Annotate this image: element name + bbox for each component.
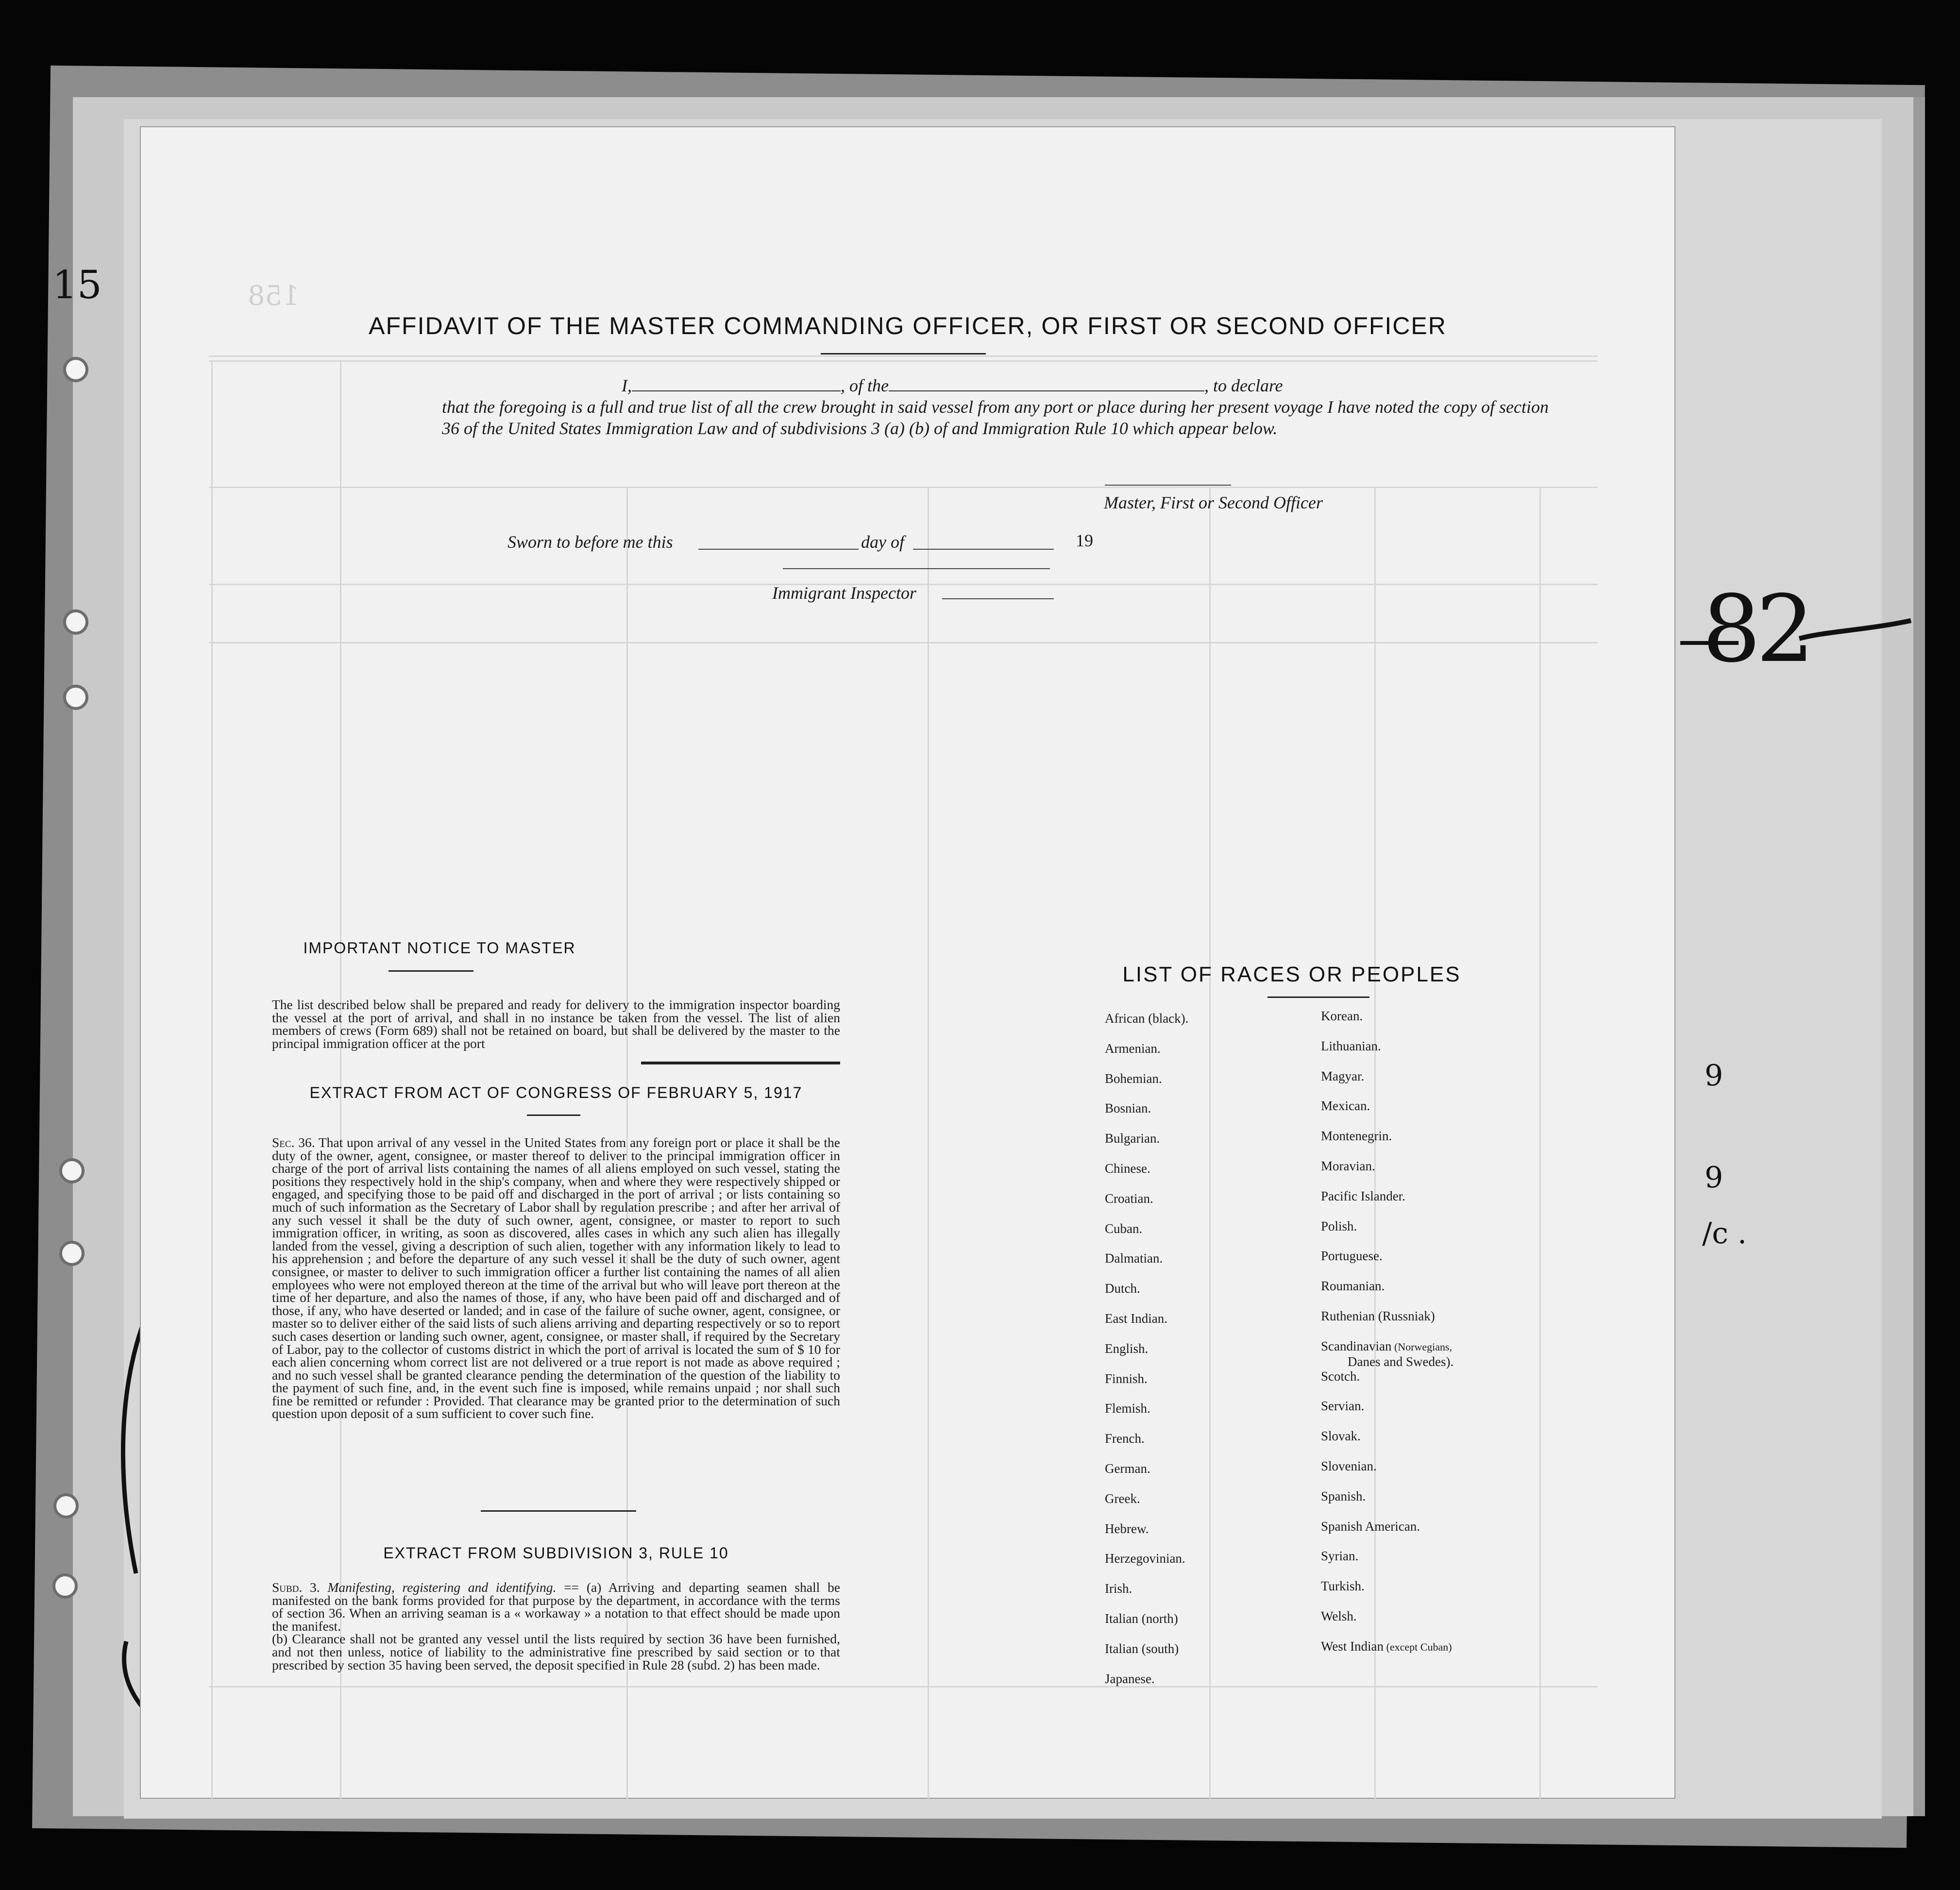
race-item bbox=[1105, 1431, 1188, 1461]
race-name: Turkish. bbox=[1321, 1579, 1365, 1594]
race-item bbox=[1321, 1459, 1453, 1489]
race-item bbox=[1105, 1101, 1188, 1131]
race-name: Armenian. bbox=[1105, 1041, 1161, 1056]
race-item bbox=[1105, 1611, 1188, 1641]
race-name: Pacific Islander. bbox=[1321, 1188, 1405, 1203]
race-name: Slovenian. bbox=[1321, 1458, 1377, 1473]
race-name: French. bbox=[1105, 1431, 1145, 1446]
margin-note-c: /c . bbox=[1702, 1216, 1747, 1250]
sworn-day-blank[interactable] bbox=[698, 549, 859, 550]
scandinavian-note: (Norwegians, bbox=[1391, 1340, 1453, 1353]
race-name: Irish. bbox=[1105, 1581, 1132, 1596]
affidavit-title: AFFIDAVIT OF THE MASTER COMMANDING OFFICER, OR FIRST OR SECOND OFFICER bbox=[369, 312, 1447, 339]
race-item bbox=[1321, 1249, 1453, 1279]
west-indian-note: (except Cuban) bbox=[1384, 1640, 1452, 1653]
margin-note-b: 9 bbox=[1705, 1161, 1723, 1195]
race-name: Flemish. bbox=[1105, 1401, 1150, 1416]
margin-number-right: 82 bbox=[1702, 575, 1810, 683]
race-name: Ruthenian (Russniak) bbox=[1321, 1308, 1435, 1323]
bleed-through-rule bbox=[209, 642, 1598, 643]
notice-end-rule bbox=[641, 1062, 840, 1064]
act-heading: EXTRACT FROM ACT OF CONGRESS OF FEBRUARY 5, 1917 bbox=[309, 1084, 803, 1101]
race-item bbox=[1321, 1399, 1453, 1429]
affidavit-first-line bbox=[442, 375, 1554, 396]
race-item bbox=[1321, 1369, 1453, 1399]
race-name: African (black). bbox=[1105, 1011, 1189, 1026]
sec-label: Sec. 36. bbox=[272, 1135, 315, 1150]
race-name: Servian. bbox=[1321, 1399, 1365, 1414]
race-item bbox=[1105, 1551, 1188, 1581]
race-name: Dutch. bbox=[1105, 1281, 1140, 1296]
race-name: Dalmatian. bbox=[1105, 1251, 1163, 1266]
race-item bbox=[1105, 1491, 1188, 1521]
bleed-through-rule bbox=[209, 1686, 1598, 1688]
race-name: Finnish. bbox=[1105, 1371, 1148, 1386]
race-name: Croatian. bbox=[1105, 1191, 1153, 1206]
race-item bbox=[1105, 1221, 1188, 1251]
affidavit-of-the-label: , of the bbox=[841, 376, 889, 395]
race-name: Mexican. bbox=[1321, 1098, 1370, 1114]
races-list-column-2 bbox=[1321, 1009, 1453, 1669]
race-item bbox=[1321, 1009, 1453, 1039]
rule-heading: EXTRACT FROM SUBDIVISION 3, RULE 10 bbox=[383, 1544, 729, 1562]
act-text-block bbox=[272, 1136, 840, 1420]
race-name: Greek. bbox=[1105, 1491, 1140, 1506]
race-item bbox=[1105, 1281, 1188, 1311]
affidavit-i-label: I, bbox=[622, 376, 632, 395]
punch-hole bbox=[52, 1573, 78, 1599]
race-item bbox=[1105, 1131, 1188, 1161]
race-name: Syrian. bbox=[1321, 1549, 1359, 1564]
notice-text: The list described below shall be prepared and ready for delivery to the immigration inspector boarding the vessel at the port of arrival, and shall in no instance be taken from the vessel. The list of alien members of crews (Form 689) shall not be retained on board, but shall be delivered by the master to the principal immigration officer at the port bbox=[272, 997, 840, 1051]
race-item bbox=[1105, 1341, 1188, 1371]
race-item bbox=[1105, 1191, 1188, 1221]
bleed-through-rule bbox=[209, 355, 1598, 357]
race-name: Italian (south) bbox=[1105, 1641, 1179, 1656]
race-item bbox=[1321, 1219, 1453, 1249]
master-officer-label: Master, First or Second Officer bbox=[1104, 493, 1323, 512]
race-item bbox=[1321, 1189, 1453, 1219]
race-name: Scotch. bbox=[1321, 1368, 1360, 1384]
race-item bbox=[1321, 1039, 1453, 1069]
race-item bbox=[1321, 1639, 1453, 1669]
affidavit-body: that the foregoing is a full and true list of all the crew brought in said vessel from any port or place during her present voyage I have noted the copy of section 36 of the United States Immigration Law and of subdivisions 3 (a) (b) of and Immigration Rule 10 which appear below. bbox=[442, 397, 1549, 438]
race-item bbox=[1105, 1251, 1188, 1281]
margin-note-a: 9 bbox=[1705, 1059, 1723, 1093]
affidavit-declare-label: , to declare bbox=[1204, 376, 1283, 395]
race-item bbox=[1321, 1489, 1453, 1519]
inspector-label: Immigrant Inspector bbox=[772, 583, 916, 603]
bleed-through-rule bbox=[1539, 487, 1541, 1807]
punch-hole bbox=[63, 609, 88, 635]
race-item bbox=[1321, 1309, 1453, 1339]
bleed-through-rule bbox=[211, 360, 213, 1807]
race-name: Cuban. bbox=[1105, 1221, 1143, 1236]
handwritten-dash bbox=[1797, 617, 1913, 651]
subd-title: Manifesting, registering and identifying. bbox=[327, 1580, 557, 1595]
race-item bbox=[1321, 1579, 1453, 1609]
race-item bbox=[1105, 1311, 1188, 1341]
punch-hole bbox=[59, 1158, 84, 1183]
race-name: Spanish American. bbox=[1321, 1519, 1420, 1534]
race-name: English. bbox=[1105, 1341, 1149, 1356]
race-name: Roumanian. bbox=[1321, 1279, 1385, 1294]
race-name: Slovak. bbox=[1321, 1429, 1361, 1444]
race-item bbox=[1321, 1098, 1453, 1129]
year-prefix: 19 bbox=[1076, 531, 1093, 550]
race-item bbox=[1321, 1279, 1453, 1309]
stamp-number: 158 bbox=[248, 280, 300, 312]
race-name: Montenegrin. bbox=[1321, 1129, 1392, 1144]
punch-hole bbox=[63, 357, 88, 382]
subd-a-text: == (a) Arriving and departing seamen shall be manifested on the bank forms provided for that purpose by the department, in accordance with the terms of section 36. When an arriving seaman is a « workaway » a notation to that effect should be made upon the manifest. bbox=[272, 1580, 841, 1634]
day-of-label: day of bbox=[861, 532, 904, 552]
scandinavian-line2: Danes and Swedes). bbox=[1348, 1354, 1454, 1369]
race-item bbox=[1105, 1041, 1188, 1071]
race-item bbox=[1105, 1161, 1188, 1191]
race-name: Portuguese. bbox=[1321, 1249, 1383, 1264]
race-item bbox=[1321, 1429, 1453, 1459]
bleed-through-rule bbox=[928, 487, 929, 1807]
races-underline bbox=[1267, 996, 1369, 998]
subd-label: Subd. 3. bbox=[272, 1580, 320, 1595]
race-name: Hebrew. bbox=[1105, 1521, 1149, 1536]
race-name: German. bbox=[1105, 1461, 1150, 1476]
race-name: Chinese. bbox=[1105, 1161, 1150, 1176]
race-item bbox=[1321, 1339, 1453, 1369]
race-item bbox=[1105, 1401, 1188, 1431]
race-item bbox=[1105, 1671, 1188, 1702]
races-list-column-1 bbox=[1105, 1011, 1188, 1701]
race-item bbox=[1105, 1011, 1188, 1041]
race-name: Spanish. bbox=[1321, 1488, 1366, 1503]
race-name: Korean. bbox=[1321, 1009, 1363, 1023]
race-name: Herzegovinian. bbox=[1105, 1551, 1185, 1566]
races-heading: LIST OF RACES OR PEOPLES bbox=[1122, 962, 1461, 986]
race-name: Japanese. bbox=[1105, 1671, 1155, 1686]
crew-list-form-sheet bbox=[141, 127, 1674, 1798]
race-name: Welsh. bbox=[1321, 1608, 1357, 1623]
race-item bbox=[1105, 1641, 1188, 1671]
race-name: Magyar. bbox=[1321, 1068, 1365, 1083]
race-item bbox=[1321, 1069, 1453, 1099]
sworn-month-blank[interactable] bbox=[913, 549, 1054, 550]
race-name: Moravian. bbox=[1321, 1158, 1375, 1173]
notice-heading: IMPORTANT NOTICE TO MASTER bbox=[303, 939, 576, 957]
race-name: Italian (north) bbox=[1105, 1611, 1178, 1626]
punch-hole bbox=[63, 685, 88, 710]
race-item bbox=[1321, 1519, 1453, 1549]
bleed-through-rule bbox=[209, 487, 1598, 488]
race-name: Bosnian. bbox=[1105, 1101, 1151, 1116]
race-item bbox=[1105, 1521, 1188, 1552]
race-name: East Indian. bbox=[1105, 1311, 1167, 1326]
bleed-through-rule bbox=[1209, 487, 1211, 1807]
act-end-rule bbox=[481, 1510, 636, 1512]
race-name: Scandinavian bbox=[1321, 1338, 1392, 1353]
master-name-blank[interactable] bbox=[632, 390, 841, 391]
race-item bbox=[1105, 1461, 1188, 1491]
race-item bbox=[1321, 1549, 1453, 1579]
race-name: Bulgarian. bbox=[1105, 1131, 1160, 1146]
title-underline bbox=[821, 353, 986, 354]
inspector-upper-line[interactable] bbox=[783, 568, 1050, 569]
race-item bbox=[1321, 1129, 1453, 1159]
race-name: West Indian bbox=[1321, 1638, 1384, 1654]
race-name: Bohemian. bbox=[1105, 1071, 1162, 1086]
race-name: Lithuanian. bbox=[1321, 1038, 1381, 1053]
race-item bbox=[1321, 1159, 1453, 1189]
punch-hole bbox=[53, 1493, 79, 1519]
master-signature-line[interactable] bbox=[1105, 485, 1231, 486]
race-item bbox=[1105, 1581, 1188, 1611]
affidavit-text bbox=[442, 375, 1554, 439]
bleed-through-rule bbox=[209, 360, 1598, 362]
notice-underline bbox=[389, 970, 473, 972]
punch-hole bbox=[59, 1241, 84, 1266]
sworn-label: Sworn to before me this bbox=[507, 532, 673, 552]
race-item bbox=[1105, 1071, 1188, 1101]
act-underline bbox=[527, 1114, 580, 1116]
sec-36-text: That upon arrival of any vessel in the United States from any foreign port or place it shall be the duty of the owner, agent, consignee, or master thereof to deliver to the principal immigration officer in charge of the port of arrival lists containing the names of all aliens employed on such vessel, stating the positions they respectively hold in the ship's company, when and where they were respectively shipped or engaged, and specifying those to be paid off and discharged in the port of arrival ; or lists containing so much of such information as the Secretary of Labor shall by regulation prescribe ; and after her arrival of any such vessel it shall be the duty of such owner, agent, consignee, or master to report to such immigration officer, in writing, as soon as discovered, alles cases in which any such alien has illegally landed from the vessel, giving a description of such alien, together with any information likely to lead to his apprehension ; and before the departure of any such vessel it shall be the duty of such owner, agent consignee, or master to deliver to such immigration officer a further list containing the names of all alien employees who were not employed thereon at the time of the arrival but who will leave port thereon at the time of her departure, and also the names of those, if any, who have been paid off and discharged and of those, if any, who have deserted or landed; and in case of the failure of suche owner, agent, consignee, or master so to deliver either of the said lists of such aliens arriving and departing respectively or so to report such cases desertion or landing such owner, agent, consignee, or master shall, if required by the Secretary of Labor, pay to the collector of customs district in which the port of arrival is located the sum of $ 10 for each alien concerning whom correct list are not delivered or a true report is not made as above required ; and no such vessel shall be granted clearance pending the determination of the question of the liability to the payment of such fine, and, in the event such fine is imposed, while remains unpaid ; nor shall such fine be remitted or refunder : Provided. That clearance may be granted prior to the determination of such question upon deposit of a sum sufficient to cover such fine. bbox=[272, 1135, 840, 1421]
inspector-signature-line[interactable] bbox=[942, 598, 1054, 599]
vessel-name-blank[interactable] bbox=[889, 390, 1204, 391]
subd-b-text: (b) Clearance shall not be granted any vessel until the lists required by section 36 have been furnished, and not then unless, notice of liability to the administrative fine prescribed by said section or to that prescribed by section 35 having been served, the deposit specified in Rule 28 (subd. 2) has been made. bbox=[272, 1631, 840, 1672]
race-item bbox=[1321, 1609, 1453, 1639]
race-name: Polish. bbox=[1321, 1218, 1357, 1233]
rule-text-block bbox=[272, 1581, 840, 1671]
race-item bbox=[1105, 1371, 1188, 1401]
margin-number-handwritten: 15 bbox=[52, 262, 102, 307]
